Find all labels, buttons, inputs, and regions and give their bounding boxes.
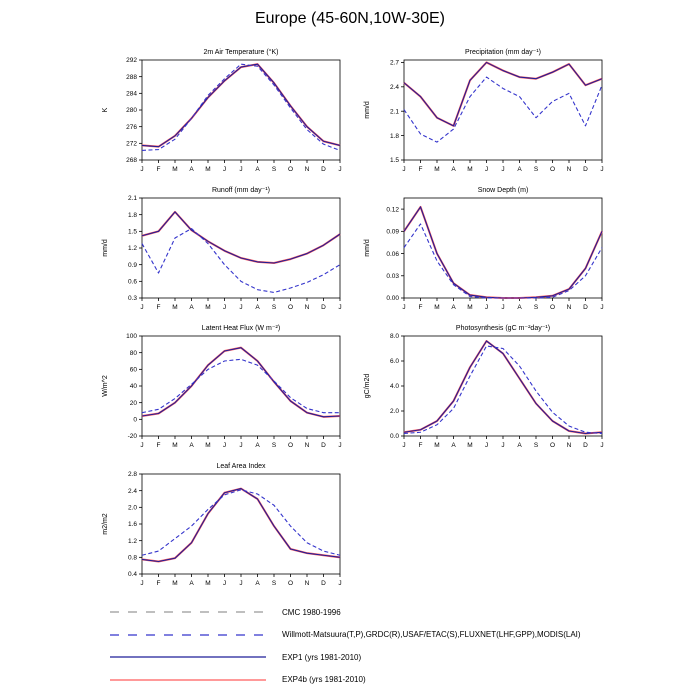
x-tick-label: M: [467, 442, 473, 449]
figure-title: Europe (45-60N,10W-30E): [254, 10, 446, 27]
x-tick-label: J: [338, 580, 342, 587]
y-axis-label: mm/d: [102, 239, 109, 257]
x-tick-label: S: [271, 304, 277, 311]
x-tick-label: J: [402, 166, 406, 173]
x-tick-label: J: [239, 580, 243, 587]
y-tick-label: 0: [133, 416, 137, 424]
x-tick-label: S: [533, 442, 539, 449]
plot-frame: [404, 198, 602, 298]
x-tick-label: J: [338, 304, 342, 311]
x-tick-label: J: [600, 304, 604, 311]
y-tick-label: 2.8: [127, 471, 137, 479]
chart-title: Snow Depth (m): [477, 187, 529, 194]
x-tick-label: A: [255, 166, 260, 173]
x-tick-label: A: [451, 304, 456, 311]
plot-frame: [142, 336, 340, 436]
y-tick-label: 0.0: [389, 433, 399, 441]
x-tick-label: A: [517, 166, 522, 173]
x-tick-label: A: [451, 166, 456, 173]
legend-item-cmc: [108, 607, 341, 617]
obs-line-sample-icon: [108, 630, 268, 640]
x-tick-label: O: [287, 304, 294, 311]
x-tick-label: J: [600, 442, 604, 449]
y-tick-label: 6.0: [389, 358, 399, 366]
x-tick-label: N: [304, 304, 310, 311]
y-tick-label: 284: [126, 90, 137, 98]
exp4b-line-sample-icon: [108, 675, 268, 685]
series-line-exp4b: [142, 348, 340, 417]
series-line-exp1: [142, 489, 340, 562]
y-tick-label: 1.6: [127, 521, 137, 529]
x-tick-label: A: [255, 304, 260, 311]
chart-precipitation: [358, 46, 610, 183]
chart-snow-depth: [358, 184, 610, 321]
x-tick-label: N: [304, 166, 310, 173]
y-axis-label: gC/m2d: [364, 373, 371, 399]
series-line-obs: [142, 490, 340, 555]
y-tick-label: 1.2: [127, 245, 137, 253]
series-line-exp4b: [142, 489, 340, 562]
x-tick-label: M: [434, 304, 440, 311]
x-tick-label: O: [287, 442, 294, 449]
x-tick-label: D: [321, 442, 326, 449]
x-tick-label: A: [255, 580, 260, 587]
x-tick-label: J: [222, 442, 227, 449]
x-tick-label: M: [205, 442, 211, 449]
series-line-obs: [404, 346, 602, 434]
y-tick-label: 272: [126, 140, 137, 148]
y-tick-label: 0.12: [386, 206, 399, 214]
legend-label: CMC 1980-1996: [282, 607, 341, 617]
y-axis-label: W/m^2: [102, 375, 109, 397]
chart-photosynthesis: [358, 322, 610, 459]
x-tick-label: J: [239, 304, 243, 311]
y-tick-label: 0.03: [386, 272, 399, 280]
x-tick-label: S: [271, 442, 277, 449]
x-tick-label: J: [140, 166, 144, 173]
x-tick-label: M: [205, 166, 211, 173]
chart-svg-runoff: [96, 184, 348, 316]
x-tick-label: F: [156, 580, 161, 587]
plot-frame: [142, 198, 340, 298]
y-tick-label: 1.5: [127, 228, 137, 236]
x-tick-label: A: [255, 442, 260, 449]
legend-label: Willmott-Matsuura(T,P),GRDC(R),USAF/ETAC(S),FLUXNET(LHF,GPP),MODIS(LAI): [282, 630, 581, 639]
y-axis-label: m2/m2: [102, 513, 109, 535]
legend-label: EXP4b (yrs 1981-2010): [282, 675, 366, 684]
x-tick-label: F: [156, 442, 161, 449]
x-tick-label: N: [566, 442, 572, 449]
x-tick-label: D: [321, 166, 326, 173]
x-tick-label: S: [533, 304, 539, 311]
chart-title: Precipitation (mm day⁻¹): [464, 49, 542, 56]
series-line-obs: [404, 224, 602, 298]
y-axis-label: mm/d: [364, 239, 371, 257]
chart-title: Latent Heat Flux (W m⁻²): [201, 325, 281, 332]
series-line-exp4b: [404, 62, 602, 125]
x-tick-label: J: [140, 304, 144, 311]
x-tick-label: A: [189, 304, 194, 311]
x-tick-label: F: [156, 166, 161, 173]
x-tick-label: J: [239, 166, 243, 173]
y-tick-label: 0.9: [127, 261, 137, 269]
x-tick-label: J: [140, 442, 144, 449]
x-tick-label: N: [304, 442, 310, 449]
chart-svg-air-temperature: [96, 46, 348, 178]
x-tick-label: J: [484, 166, 489, 173]
chart-leaf-area-index: [96, 460, 348, 597]
plot-frame: [404, 60, 602, 160]
y-tick-label: 2.4: [127, 487, 137, 495]
x-tick-label: F: [156, 304, 161, 311]
y-axis-label: mm/d: [364, 101, 371, 119]
x-tick-label: O: [287, 166, 294, 173]
y-tick-label: 0.3: [127, 295, 137, 303]
y-tick-label: 1.5: [389, 157, 399, 165]
x-tick-label: M: [434, 166, 440, 173]
series-line-exp4b: [142, 64, 340, 146]
x-tick-label: D: [321, 580, 326, 587]
x-tick-label: A: [451, 442, 456, 449]
x-tick-label: M: [205, 580, 211, 587]
chart-title: 2m Air Temperature (°K): [203, 49, 279, 56]
chart-svg-leaf-area-index: [96, 460, 348, 592]
chart-latent-heat-flux: [96, 322, 348, 459]
x-tick-label: M: [467, 304, 473, 311]
y-tick-label: 60: [129, 366, 137, 374]
y-tick-label: 276: [126, 123, 137, 131]
series-line-exp1: [142, 212, 340, 263]
y-axis-label: K: [102, 107, 109, 113]
y-tick-label: 2.0: [127, 504, 137, 512]
series-line-exp1: [142, 64, 340, 146]
y-tick-label: 280: [126, 107, 137, 115]
x-tick-label: J: [501, 442, 505, 449]
y-tick-label: 2.4: [389, 84, 399, 92]
y-tick-label: 1.8: [127, 211, 137, 219]
x-tick-label: S: [271, 166, 277, 173]
x-tick-label: D: [583, 442, 588, 449]
y-tick-label: 2.0: [389, 408, 399, 416]
chart-svg-precipitation: [358, 46, 610, 178]
x-tick-label: M: [172, 442, 178, 449]
chart-title: Runoff (mm day⁻¹): [211, 187, 271, 194]
x-tick-label: D: [583, 166, 588, 173]
x-tick-label: F: [418, 442, 423, 449]
series-line-exp4b: [142, 212, 340, 263]
x-tick-label: S: [271, 580, 277, 587]
legend-item-exp1: [108, 652, 361, 662]
chart-svg-latent-heat-flux: [96, 322, 348, 454]
y-tick-label: -20: [127, 433, 137, 441]
x-tick-label: J: [402, 442, 406, 449]
x-tick-label: M: [172, 166, 178, 173]
x-tick-label: J: [501, 304, 505, 311]
x-tick-label: A: [189, 580, 194, 587]
chart-svg-snow-depth: [358, 184, 610, 316]
y-tick-label: 0.4: [127, 571, 137, 579]
plot-frame: [142, 60, 340, 160]
cmc-line-sample-icon: [108, 607, 268, 617]
y-tick-label: 0.09: [386, 228, 399, 236]
x-tick-label: J: [501, 166, 505, 173]
x-tick-label: S: [533, 166, 539, 173]
x-tick-label: M: [205, 304, 211, 311]
series-line-exp4b: [404, 341, 602, 434]
x-tick-label: O: [549, 442, 556, 449]
x-tick-label: O: [287, 580, 294, 587]
x-tick-label: N: [304, 580, 310, 587]
legend-label: EXP1 (yrs 1981-2010): [282, 652, 362, 662]
x-tick-label: J: [222, 166, 227, 173]
chart-runoff: [96, 184, 348, 321]
x-tick-label: J: [402, 304, 406, 311]
x-tick-label: O: [549, 166, 556, 173]
y-tick-label: 2.7: [389, 59, 399, 67]
x-tick-label: J: [484, 442, 489, 449]
x-tick-label: J: [600, 166, 604, 173]
y-tick-label: 288: [126, 73, 137, 81]
y-tick-label: 100: [126, 333, 137, 341]
x-tick-label: J: [338, 166, 342, 173]
x-tick-label: J: [239, 442, 243, 449]
x-tick-label: F: [418, 304, 423, 311]
x-tick-label: N: [566, 304, 572, 311]
y-tick-label: 1.2: [127, 537, 137, 545]
y-tick-label: 0.6: [127, 278, 137, 286]
y-tick-label: 80: [129, 349, 137, 357]
y-tick-label: 4.0: [389, 383, 399, 391]
x-tick-label: N: [566, 166, 572, 173]
y-tick-label: 1.8: [389, 132, 399, 140]
chart-title: Leaf Area Index: [216, 463, 266, 470]
series-line-exp1: [142, 348, 340, 417]
y-tick-label: 0.06: [386, 250, 399, 258]
x-tick-label: D: [321, 304, 326, 311]
x-tick-label: J: [222, 580, 227, 587]
y-tick-label: 292: [126, 57, 137, 65]
exp1-line-sample-icon: [108, 652, 268, 662]
y-tick-label: 20: [129, 399, 137, 407]
series-line-obs: [142, 229, 340, 293]
x-tick-label: M: [434, 442, 440, 449]
series-line-obs: [404, 77, 602, 142]
x-tick-label: A: [189, 442, 194, 449]
x-tick-label: A: [517, 304, 522, 311]
x-tick-label: A: [517, 442, 522, 449]
x-tick-label: O: [549, 304, 556, 311]
series-line-exp1: [404, 62, 602, 125]
x-tick-label: J: [338, 442, 342, 449]
plot-frame: [404, 336, 602, 436]
legend-item-obs: [108, 630, 581, 640]
y-tick-label: 2.1: [127, 195, 137, 203]
y-tick-label: 0.00: [386, 295, 399, 303]
y-tick-label: 40: [129, 383, 137, 391]
x-tick-label: J: [484, 304, 489, 311]
chart-air-temperature: [96, 46, 348, 183]
x-tick-label: M: [172, 580, 178, 587]
y-tick-label: 0.8: [127, 554, 137, 562]
x-tick-label: F: [418, 166, 423, 173]
x-tick-label: M: [172, 304, 178, 311]
chart-title: Photosynthesis (gC m⁻²day⁻¹): [455, 325, 551, 332]
y-tick-label: 2.1: [389, 108, 399, 116]
x-tick-label: M: [467, 166, 473, 173]
x-tick-label: J: [140, 580, 144, 587]
legend-item-exp4b: [108, 675, 366, 685]
y-tick-label: 8.0: [389, 333, 399, 341]
y-tick-label: 268: [126, 157, 137, 165]
x-tick-label: J: [222, 304, 227, 311]
legend: [108, 607, 698, 697]
x-tick-label: D: [583, 304, 588, 311]
chart-svg-photosynthesis: [358, 322, 610, 454]
x-tick-label: A: [189, 166, 194, 173]
